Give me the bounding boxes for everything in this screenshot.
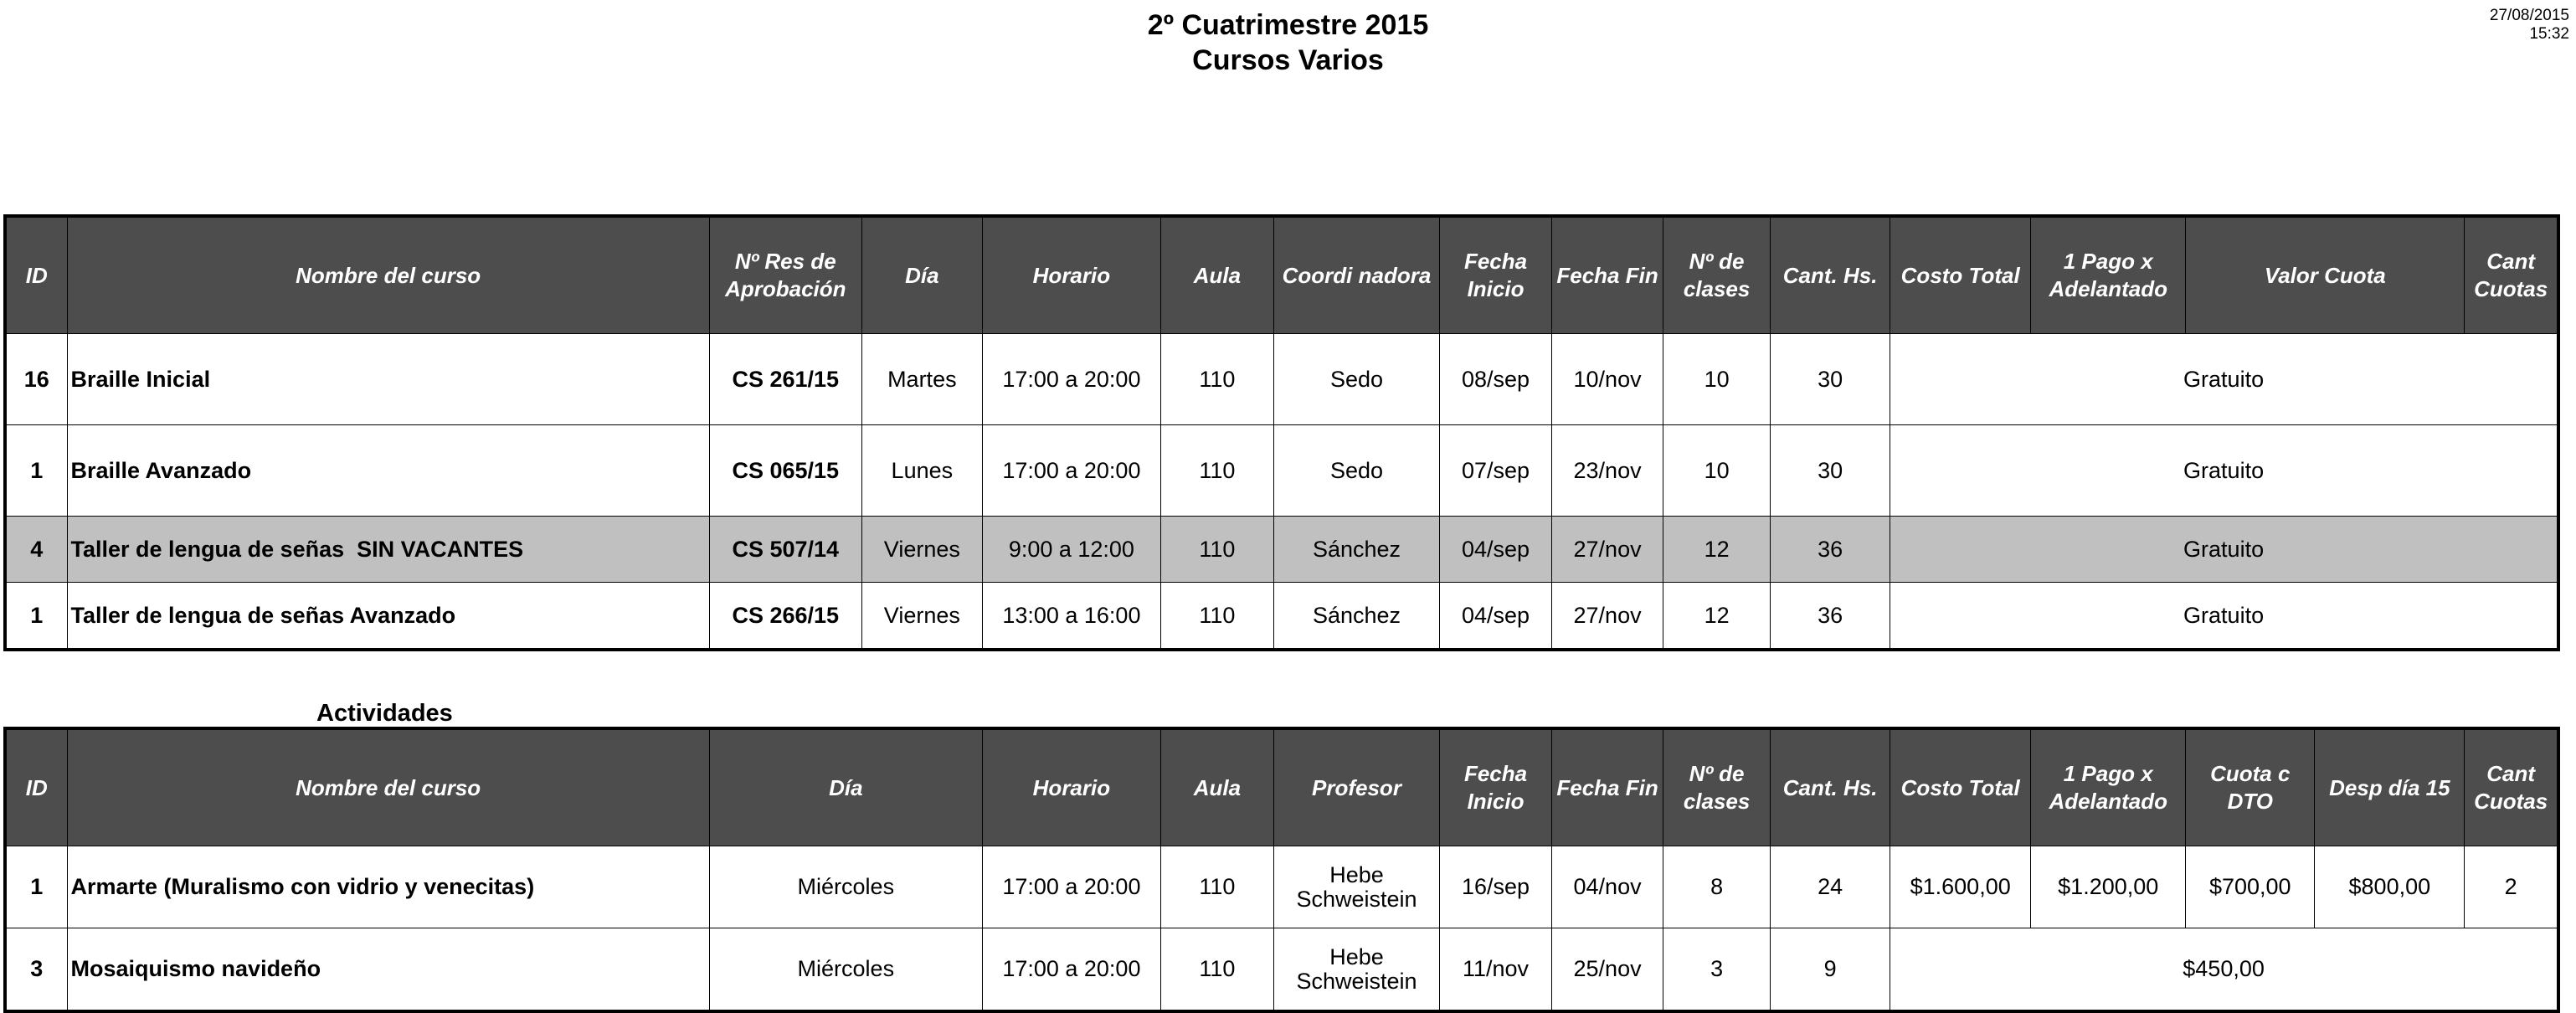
cell-costo: $1.600,00 [1890, 846, 2031, 928]
col-header-fecha-inicio: Fecha Inicio [1440, 216, 1552, 334]
table-row [5, 846, 2558, 928]
cell-horas: 24 [1771, 846, 1890, 928]
cell-coordinadora: Sedo [1273, 425, 1439, 517]
cell-profesor: Hebe Schweistein [1273, 928, 1439, 1012]
cell-horario: 17:00 a 20:00 [982, 846, 1160, 928]
table-row [5, 334, 2558, 425]
cell-aula: 110 [1160, 928, 1273, 1012]
cell-costo: Gratuito [1890, 425, 2558, 517]
cell-fecha-inicio: 16/sep [1440, 846, 1552, 928]
cell-pago: $1.200,00 [2031, 846, 2186, 928]
col-header-aula: Aula [1160, 728, 1273, 846]
cell-horas: 36 [1771, 517, 1890, 583]
cell-nombre: Taller de lengua de señas SIN VACANTES [67, 517, 709, 583]
cell-costo: Gratuito [1890, 517, 2558, 583]
cell-horario: 17:00 a 20:00 [982, 928, 1160, 1012]
print-time: 15:32 [2529, 25, 2569, 43]
cell-horario: 17:00 a 20:00 [982, 334, 1160, 425]
col-header-clases: Nº de clases [1663, 728, 1771, 846]
cell-coordinadora: Sedo [1273, 334, 1439, 425]
cell-nombre: Braille Avanzado [67, 425, 709, 517]
col-header-profesor: Profesor [1273, 728, 1439, 846]
cell-id: 3 [5, 928, 67, 1012]
cell-fecha-inicio: 04/sep [1440, 583, 1552, 650]
col-header-pago: 1 Pago x Adelantado [2031, 216, 2186, 334]
cell-id: 16 [5, 334, 67, 425]
cell-fecha-inicio: 11/nov [1440, 928, 1552, 1012]
col-header-horas: Cant. Hs. [1771, 728, 1890, 846]
cell-fecha-fin: 10/nov [1552, 334, 1663, 425]
page-title: 2º Cuatrimestre 2015 [1147, 9, 1429, 41]
cell-fecha-inicio: 07/sep [1440, 425, 1552, 517]
cell-profesor: Hebe Schweistein [1273, 846, 1439, 928]
cell-clases: 10 [1663, 334, 1771, 425]
cell-horario: 13:00 a 16:00 [982, 583, 1160, 650]
cell-res: CS 507/14 [709, 517, 861, 583]
print-date: 27/08/2015 [2489, 7, 2569, 24]
cell-dia: Viernes [861, 583, 982, 650]
cell-fecha-fin: 25/nov [1552, 928, 1663, 1012]
cell-nombre: Mosaiquismo navideño [67, 928, 709, 1012]
cell-clases: 10 [1663, 425, 1771, 517]
cell-clases: 3 [1663, 928, 1771, 1012]
col-header-res: Nº Res de Aprobación [709, 216, 861, 334]
cell-aula: 110 [1160, 517, 1273, 583]
col-header-fecha-inicio: Fecha Inicio [1440, 728, 1552, 846]
cell-horas: 30 [1771, 425, 1890, 517]
cell-nombre: Braille Inicial [67, 334, 709, 425]
col-header-id: ID [5, 216, 67, 334]
col-header-dia: Día [709, 728, 982, 846]
cell-res: CS 266/15 [709, 583, 861, 650]
col-header-horario: Horario [982, 728, 1160, 846]
col-header-fecha-fin: Fecha Fin [1552, 216, 1663, 334]
col-header-nombre: Nombre del curso [67, 216, 709, 334]
cell-fecha-fin: 27/nov [1552, 517, 1663, 583]
col-header-cuota-dto: Cuota c DTO [2186, 728, 2315, 846]
col-header-cant-cuotas: Cant Cuotas [2465, 728, 2558, 846]
cell-dia: Viernes [861, 517, 982, 583]
cell-clases: 12 [1663, 583, 1771, 650]
col-header-cuota: Valor Cuota [2186, 216, 2465, 334]
cell-id: 1 [5, 846, 67, 928]
cell-clases: 8 [1663, 846, 1771, 928]
cell-id: 1 [5, 425, 67, 517]
col-header-fecha-fin: Fecha Fin [1552, 728, 1663, 846]
cell-aula: 110 [1160, 846, 1273, 928]
cell-dia: Martes [861, 334, 982, 425]
col-header-horario: Horario [982, 216, 1160, 334]
cell-horario: 17:00 a 20:00 [982, 425, 1160, 517]
table-header-row [5, 728, 2558, 846]
page-subtitle: Cursos Varios [1192, 44, 1384, 76]
col-header-dia: Día [861, 216, 982, 334]
col-header-clases: Nº de clases [1663, 216, 1771, 334]
cell-fecha-inicio: 04/sep [1440, 517, 1552, 583]
table-row [5, 583, 2558, 650]
cell-res: CS 261/15 [709, 334, 861, 425]
section-label-actividades: Actividades [316, 700, 453, 727]
table-row [5, 425, 2558, 517]
cell-cant-cuotas: 2 [2465, 846, 2558, 928]
cell-nombre: Armarte (Muralismo con vidrio y venecitas) [67, 846, 709, 928]
col-header-id: ID [5, 728, 67, 846]
cell-clases: 12 [1663, 517, 1771, 583]
cell-aula: 110 [1160, 583, 1273, 650]
cell-aula: 110 [1160, 334, 1273, 425]
cell-id: 1 [5, 583, 67, 650]
col-header-aula: Aula [1160, 216, 1273, 334]
cell-desp: $800,00 [2315, 846, 2465, 928]
cell-cuota-dto: $700,00 [2186, 846, 2315, 928]
cell-costo: Gratuito [1890, 334, 2558, 425]
print-timestamp [2490, 7, 2569, 44]
cell-res: CS 065/15 [709, 425, 861, 517]
col-header-costo: Costo Total [1890, 216, 2031, 334]
cell-costo: $450,00 [1890, 928, 2558, 1012]
table-header-row [5, 216, 2558, 334]
cell-horario: 9:00 a 12:00 [982, 517, 1160, 583]
cell-horas: 36 [1771, 583, 1890, 650]
cell-nombre: Taller de lengua de señas Avanzado [67, 583, 709, 650]
col-header-nombre: Nombre del curso [67, 728, 709, 846]
col-header-cant-cuotas: Cant Cuotas [2465, 216, 2558, 334]
table-row [5, 928, 2558, 1012]
cell-dia: Miércoles [709, 928, 982, 1012]
cell-coordinadora: Sánchez [1273, 583, 1439, 650]
cell-dia: Lunes [861, 425, 982, 517]
col-header-coordinadora: Coordi nadora [1273, 216, 1439, 334]
actividades-table [3, 727, 2560, 1013]
col-header-costo: Costo Total [1890, 728, 2031, 846]
cell-fecha-fin: 27/nov [1552, 583, 1663, 650]
col-header-horas: Cant. Hs. [1771, 216, 1890, 334]
cell-aula: 110 [1160, 425, 1273, 517]
cell-fecha-fin: 04/nov [1552, 846, 1663, 928]
cell-horas: 30 [1771, 334, 1890, 425]
cell-coordinadora: Sánchez [1273, 517, 1439, 583]
col-header-desp: Desp día 15 [2315, 728, 2465, 846]
cell-dia: Miércoles [709, 846, 982, 928]
cell-fecha-inicio: 08/sep [1440, 334, 1552, 425]
cell-id: 4 [5, 517, 67, 583]
cell-costo: Gratuito [1890, 583, 2558, 650]
cursos-table [3, 214, 2560, 651]
cell-fecha-fin: 23/nov [1552, 425, 1663, 517]
col-header-pago: 1 Pago x Adelantado [2031, 728, 2186, 846]
table-row [5, 517, 2558, 583]
cell-horas: 9 [1771, 928, 1890, 1012]
